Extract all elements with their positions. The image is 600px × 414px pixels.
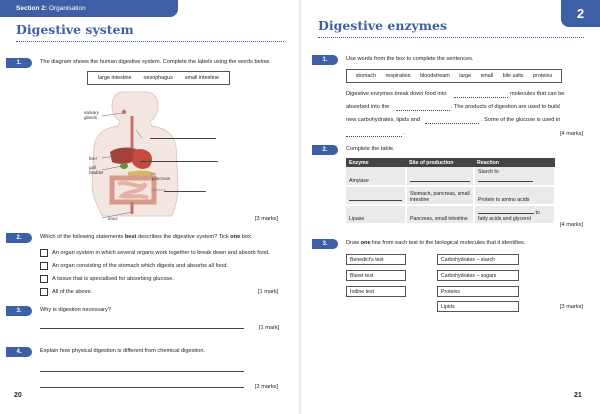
option-text-2: An organ consisting of the stomach which digests and absorbs all food.: [52, 263, 228, 269]
molecule-box-2[interactable]: Carbohydrates – sugars: [437, 270, 519, 281]
section-banner: [0, 0, 178, 17]
title-divider-right: [318, 37, 584, 38]
table-cell: Lipase: [346, 205, 406, 224]
word-chip: stomach: [355, 73, 377, 79]
table-cell: Amylase: [346, 167, 406, 186]
word-chip: bile salts: [502, 73, 524, 79]
q3-marks-right: [3 marks]: [560, 304, 584, 310]
table-cell[interactable]: to fatty acids and glycerol: [474, 205, 555, 224]
q2-text-right: Complete the table.: [346, 146, 395, 152]
table-cell-blank[interactable]: [406, 167, 474, 186]
table-header: Enzyme: [346, 158, 406, 167]
option-checkbox-2[interactable]: [40, 262, 48, 270]
blank-2[interactable]: [396, 110, 450, 111]
option-checkbox-1[interactable]: [40, 249, 48, 257]
word-chip: small intestine: [184, 75, 219, 81]
q2-number-right: 2.: [312, 145, 338, 155]
sentence-4: .: [403, 130, 405, 136]
word-chip: oesophagus: [143, 75, 173, 81]
blank-1[interactable]: [454, 97, 508, 98]
blank-3[interactable]: [425, 123, 479, 124]
table-header-row: [346, 158, 555, 167]
answer-line-1[interactable]: [150, 138, 216, 139]
q1-text-left: The diagram shows the human digestive system. Complete the labels using the words below.: [40, 59, 271, 65]
table-cell: Protein to amino acids: [474, 186, 555, 205]
table-row: [346, 186, 555, 205]
enzyme-table: [346, 158, 556, 225]
q3-number-right: 3.: [312, 239, 338, 249]
test-box-2[interactable]: Biuret test: [346, 270, 406, 281]
molecule-box-4[interactable]: Lipids: [437, 301, 519, 312]
page-number-right: 21: [574, 392, 582, 399]
answer-line-3[interactable]: [164, 191, 206, 192]
label-liver: liver: [89, 156, 98, 161]
page-title-left: Digestive system: [16, 22, 134, 37]
table-cell: Stomach, pancreas, small intestine: [406, 186, 474, 205]
word-chip: large: [459, 73, 472, 79]
word-box-left: [87, 71, 230, 85]
table-cell-blank[interactable]: [346, 186, 406, 205]
sentence-1b: molecules that can be: [510, 91, 565, 97]
q3-text-left: Why is digestion necessary?: [40, 307, 111, 313]
title-divider-left: [16, 41, 284, 42]
table-header: Site of production: [406, 158, 474, 167]
word-chip: respiration: [385, 73, 411, 79]
q2-number-left: 2.: [6, 233, 32, 243]
book-spine: [298, 0, 302, 414]
page-number-left: 20: [14, 392, 22, 399]
word-chip: small: [480, 73, 494, 79]
q4-text-left: Explain how physical digestion is different from chemical digestion.: [40, 348, 205, 354]
label-salivary: salivary glands: [84, 110, 99, 120]
answer-line-q4b[interactable]: [40, 387, 244, 388]
test-box-1[interactable]: Benedict's test: [346, 254, 406, 265]
sentence-1a: Digestive enzymes break down food into: [346, 91, 447, 97]
label-gall-bladder: gall bladder: [89, 165, 104, 175]
q4-marks-left: [2 marks]: [255, 384, 279, 390]
answer-line-q3[interactable]: [40, 328, 244, 329]
answer-line-2[interactable]: [140, 161, 218, 162]
sentence-3a: new carbohydrates, lipids and: [346, 117, 421, 123]
molecule-box-3[interactable]: Proteins: [437, 286, 519, 297]
word-chip: large intestine: [97, 75, 132, 81]
sentence-2a: absorbed into the: [346, 104, 390, 110]
q1-marks-right: [4 marks]: [560, 131, 584, 137]
label-anus: anus: [108, 216, 118, 221]
word-chip: proteins: [533, 73, 553, 79]
q1-number-left: 1.: [6, 58, 32, 68]
option-text-3: A tissue that is specialised for absorbing glucose.: [52, 276, 174, 282]
q3-text-right: Draw one line from each test to the biological molecules that it identifies.: [346, 240, 526, 246]
molecule-box-1[interactable]: Carbohydrates – starch: [437, 254, 519, 265]
q2-marks-left: [1 mark]: [258, 289, 279, 295]
q2-text-left: Which of the following statements best describes the digestive system? Tick one box.: [40, 234, 253, 240]
table-row: [346, 205, 555, 224]
table-row: [346, 167, 555, 186]
table-cell[interactable]: Starch to: [474, 167, 555, 186]
label-pancreas: pancreas: [152, 176, 171, 181]
digestive-system-diagram: [82, 86, 222, 226]
q1-text-right: Use words from the box to complete the sentences.: [346, 56, 474, 62]
q4-number-left: 4.: [6, 347, 32, 357]
word-chip: bloodstream: [420, 73, 450, 79]
q1-marks-left: [3 marks]: [255, 216, 279, 222]
table-cell: Pancreas, small intestine: [406, 205, 474, 224]
option-checkbox-3[interactable]: [40, 275, 48, 283]
q3-number-left: 3.: [6, 306, 32, 316]
answer-line-q4a[interactable]: [40, 371, 244, 372]
q3-marks-left: [1 mark]: [259, 325, 280, 331]
option-text-1: An organ system in which several organs work together to break down and absorb food.: [52, 250, 270, 256]
chapter-tab: 2: [561, 0, 600, 27]
test-box-3[interactable]: Iodine test: [346, 286, 406, 297]
sentence-3b: . Some of the glucose is used in: [481, 117, 561, 123]
option-text-4: All of the above.: [52, 289, 93, 295]
blank-4[interactable]: [346, 136, 402, 137]
table-header: Reaction: [474, 158, 555, 167]
word-box-right: [346, 69, 562, 83]
sentence-2b: . The products of digestion are used to build: [451, 104, 560, 110]
section-prefix: Section 2:: [16, 5, 48, 12]
q1-number-right: 1.: [312, 55, 338, 65]
option-checkbox-4[interactable]: [40, 288, 48, 296]
page-title-right: Digestive enzymes: [318, 18, 448, 33]
q2-marks-right: [4 marks]: [560, 222, 584, 228]
section-name: Organisation: [48, 5, 86, 12]
